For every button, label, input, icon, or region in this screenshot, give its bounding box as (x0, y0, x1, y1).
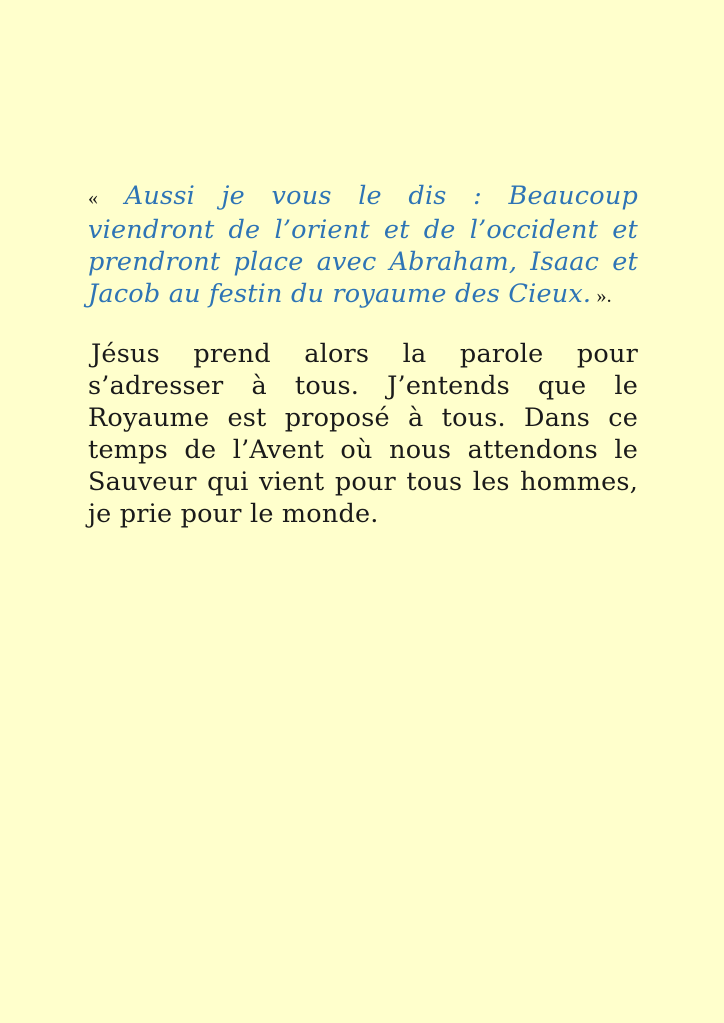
scripture-quote (88, 180, 638, 312)
quote-text: Aussi je vous le dis : Beaucoup viendront de l’orient et de l’occident et prendront place avec Abraham, Isaac et Jacob au festin du royaume des Cieux. (88, 181, 638, 309)
opening-quote-mark: « (88, 187, 99, 209)
commentary-paragraph: Jésus prend alors la parole pour s’adresser à tous. J’entends que le Royaume est proposé à tous. Dans ce temps de l’Avent où nous attendons le Sauveur qui vient pour tous les hommes, je prie pour le monde. (88, 339, 638, 529)
closing-quote-mark: ». (591, 285, 612, 307)
